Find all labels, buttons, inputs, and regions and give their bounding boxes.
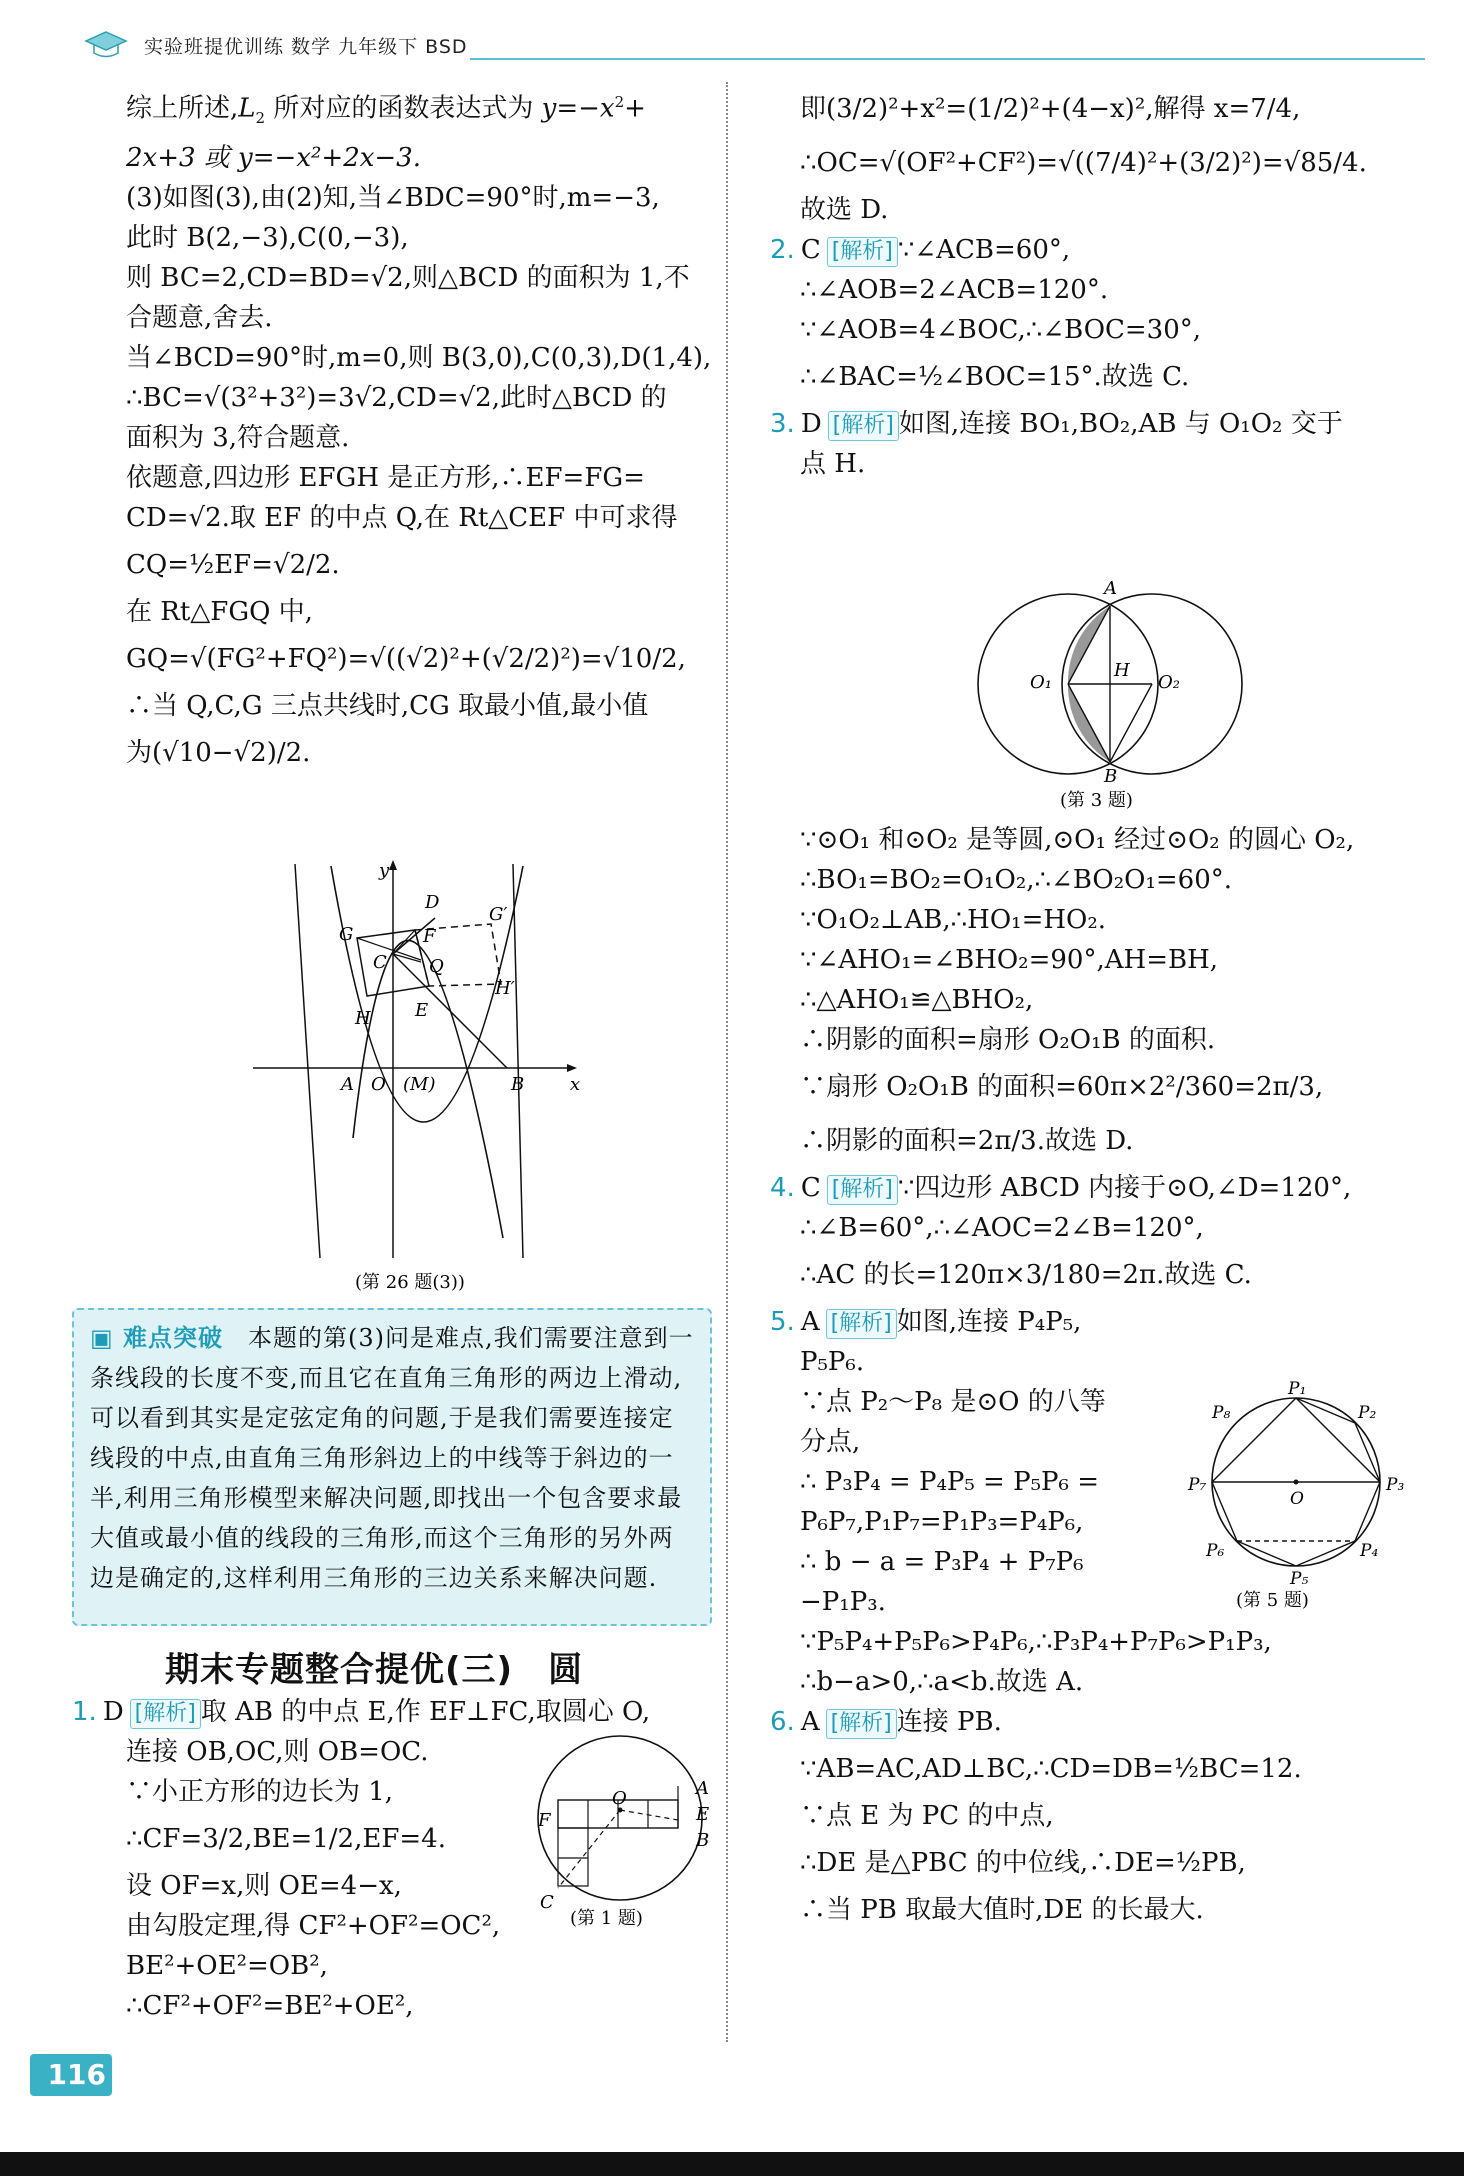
fig26-label: G′ bbox=[489, 904, 508, 925]
fig1-caption: (第 1 题) bbox=[570, 1908, 643, 1929]
text-line: ∵⊙O₁ 和⊙O₂ 是等圆,⊙O₁ 经过⊙O₂ 的圆心 O₂, bbox=[800, 825, 1355, 855]
text-line: ∴CF=3/2,BE=1/2,EF=4. bbox=[126, 1824, 446, 1854]
text-line: CQ=½EF=√2/2. bbox=[126, 549, 340, 580]
text-line: ∵P₅P₄+P₅P₆>P₄P₆,∴P₃P₄+P₇P₆>P₁P₃, bbox=[800, 1627, 1272, 1657]
text-line: 即(3/2)²+x²=(1/2)²+(4−x)²,解得 x=7/4, bbox=[800, 94, 1301, 124]
page-number-badge: 116 bbox=[30, 2054, 112, 2096]
fig26-label: x bbox=[570, 1074, 581, 1095]
fig26-label: A bbox=[341, 1074, 354, 1095]
figure-26-parabola-diagram bbox=[245, 858, 605, 1294]
text-line: 为(√10−√2)/2. bbox=[126, 737, 311, 768]
text-line: P₆P₇,P₁P₇=P₁P₃=P₄P₆, bbox=[800, 1507, 1084, 1537]
fig26-label: O bbox=[371, 1074, 386, 1095]
fig3-label: O₁ bbox=[1030, 672, 1052, 693]
text-line: ∴DE 是△PBC 的中位线,∴DE=½PB, bbox=[800, 1848, 1246, 1878]
fig1-label: B bbox=[696, 1830, 710, 1851]
section-title: 期末专题整合提优(三) 圆 bbox=[165, 1650, 584, 1690]
question-2: 2. C [解析] ∵∠ACB=60°, ∴∠AOB=2∠ACB=120°. ∵∠AOB=4∠BOC,∴∠BOC=30°, ∴∠BAC=½∠BOC=15°.故选 C. bbox=[770, 230, 1400, 404]
analysis-tag: [解析] bbox=[828, 411, 899, 441]
fig26-label: G bbox=[339, 924, 354, 945]
text-line: ∵∠AHO₁=∠BHO₂=90°,AH=BH, bbox=[800, 945, 1219, 975]
analysis-tag: [解析] bbox=[130, 1699, 201, 1729]
analysis-tag: [解析] bbox=[827, 237, 898, 267]
tips-body: 本题的第(3)问是难点,我们需要注意到一条线段的长度不变,而且它在直角三角形的两边上滑动,可以看到其实是定弦定角的问题,于是我们需要连接定线段的中点,由直角三角形斜边上的中线等于斜边的一半,利用三角形模型来解决问题,即找出一个包含要求最大值或最小值的线段的三角形,而这个三角形的另外两边是确定的,这样利用三角形的三边关系来解决问题. bbox=[90, 1324, 694, 1592]
fig1-label: F bbox=[538, 1810, 551, 1831]
text-line: 当∠BCD=90°时,m=0,则 B(3,0),C(0,3),D(1,4), bbox=[126, 342, 712, 373]
text-line: ∴OC=√(OF²+CF²)=√((7/4)²+(3/2)²)=√85/4. bbox=[800, 148, 1367, 178]
fig26-label: H′ bbox=[495, 978, 515, 999]
fig5-label: P₆ bbox=[1206, 1541, 1225, 1561]
text-line: (3)如图(3),由(2)知,当∠BDC=90°时,m=−3, bbox=[126, 182, 660, 213]
text-line: 故选 D. bbox=[800, 195, 889, 225]
text-line: ∴∠AOB=2∠ACB=120°. bbox=[800, 275, 1109, 305]
fig5-label: P₈ bbox=[1212, 1403, 1231, 1423]
fig3-label: A bbox=[1104, 578, 1117, 599]
fig1-label: C bbox=[540, 1892, 554, 1913]
difficulty-tips-box bbox=[72, 1308, 712, 1626]
fig5-caption: (第 5 题) bbox=[1236, 1590, 1309, 1611]
text-line: ∵点 E 为 PC 的中点, bbox=[800, 1801, 1054, 1831]
question-4: 4. C [解析] ∵四边形 ABCD 内接于⊙O,∠D=120°, ∴∠B=60°,∴∠AOC=2∠B=120°, ∴AC 的长=120π×3/180=2π.故选 C. bbox=[770, 1168, 1420, 1302]
analysis-tag: [解析] bbox=[826, 1309, 897, 1339]
fig26-label: F bbox=[423, 926, 436, 947]
text-line: ∴BC=√(3²+3²)=3√2,CD=√2,此时△BCD 的 bbox=[126, 382, 667, 413]
text-line: 依题意,四边形 EFGH 是正方形,∴EF=FG= bbox=[126, 462, 645, 493]
text-line: 在 Rt△FGQ 中, bbox=[126, 596, 313, 627]
text-line: ∴BO₁=BO₂=O₁O₂,∴∠BO₂O₁=60°. bbox=[800, 865, 1233, 895]
question-6: 6. A [解析] 连接 PB. ∵AB=AC,AD⊥BC,∴CD=DB=½BC=12. ∵点 E 为 PC 的中点, ∴DE 是△PBC 的中位线,∴DE=½PB, ∴当 PB 取最大值时,DE 的长最大. bbox=[770, 1702, 1420, 1930]
text-line: 面积为 3,符合题意. bbox=[126, 422, 350, 453]
text-line: 综上所述$,L_2$ 所对应的函数表达式为 $y=-x^2+$ bbox=[126, 93, 646, 127]
text-line: 连接 OB,OC,则 OB=OC. bbox=[126, 1737, 429, 1767]
text-line: ∵点 P₂～P₈ 是⊙O 的八等 bbox=[800, 1387, 1106, 1417]
text-line: ∵扇形 O₂O₁B 的面积=60π×2²/360=2π/3, bbox=[800, 1072, 1324, 1102]
text-line: GQ=√(FG²+FQ²)=√((√2)²+(√2/2)²)=√10/2, bbox=[126, 643, 686, 674]
fig1-label: O bbox=[612, 1788, 627, 1809]
answer-letter: D bbox=[102, 1697, 124, 1727]
answer-letter: A bbox=[800, 1307, 820, 1337]
header-title: 实验班提优训练 数学 九年级下 BSD bbox=[144, 36, 468, 58]
text-line: ∵AB=AC,AD⊥BC,∴CD=DB=½BC=12. bbox=[800, 1754, 1302, 1784]
fig5-label: P₂ bbox=[1358, 1403, 1377, 1423]
page-header bbox=[0, 0, 1464, 70]
text-line: 由勾股定理,得 CF²+OF²=OC², bbox=[126, 1911, 501, 1941]
fig5-label: P₁ bbox=[1288, 1379, 1307, 1399]
text-line: 则 BC=2,CD=BD=√2,则△BCD 的面积为 1,不 bbox=[126, 262, 690, 293]
text-line: 合题意,舍去. bbox=[126, 302, 273, 333]
fig3-caption: (第 3 题) bbox=[1060, 790, 1133, 811]
text-line: ∴阴影的面积=扇形 O₂O₁B 的面积. bbox=[800, 1025, 1216, 1055]
fig26-label: B bbox=[511, 1074, 525, 1095]
text-line: ∴b−a>0,∴a<b.故选 A. bbox=[800, 1667, 1084, 1697]
fig26-label: E bbox=[415, 1000, 429, 1021]
text-line: ∵小正方形的边长为 1, bbox=[126, 1777, 394, 1807]
text-line: 设 OF=x,则 OE=4−x, bbox=[126, 1871, 402, 1901]
fig3-label: H bbox=[1114, 660, 1130, 681]
text-line: ∴∠B=60°,∴∠AOC=2∠B=120°, bbox=[800, 1213, 1204, 1243]
fig3-label: B bbox=[1104, 766, 1118, 787]
text-line: CD=√2.取 EF 的中点 Q,在 Rt△CEF 中可求得 bbox=[126, 502, 678, 533]
fig26-label: (M) bbox=[403, 1074, 436, 1095]
fig26-label: C bbox=[373, 952, 387, 973]
fig3-label: O₂ bbox=[1158, 672, 1180, 693]
text-line: ∴当 PB 取最大值时,DE 的长最大. bbox=[800, 1895, 1204, 1925]
text-line: ∴阴影的面积=2π/3.故选 D. bbox=[800, 1126, 1134, 1156]
text-line: 点 H. bbox=[800, 449, 866, 479]
text-line: ∴CF²+OF²=BE²+OE², bbox=[126, 1991, 414, 2021]
header-rule bbox=[470, 58, 1425, 60]
text-line: ∴AC 的长=120π×3/180=2π.故选 C. bbox=[800, 1260, 1252, 1290]
fig26-label: Q bbox=[429, 956, 444, 977]
footer-bar bbox=[0, 2152, 1464, 2176]
text-line: ∴ b − a = P₃P₄ + P₇P₆ bbox=[800, 1547, 1084, 1577]
text-line: ∴∠BAC=½∠BOC=15°.故选 C. bbox=[800, 362, 1190, 392]
answer-letter: C bbox=[800, 1173, 821, 1203]
figure-3-two-circles bbox=[970, 572, 1250, 812]
fig5-label: P₇ bbox=[1188, 1475, 1207, 1495]
question-1: 1. D [解析] 取 AB 的中点 E,作 EF⊥FC,取圆心 O, 连接 OB,OC,则 OB=OC. ∵小正方形的边长为 1, ∴CF=3/2,BE=1/2,EF=4. 设 OF=x,则 OE=4−x, 由勾股定理,得 CF²+OF²=OC², BE²+OE²=OB², ∴CF²+OF²=BE²+OE², bbox=[72, 1692, 712, 2026]
fig5-label: O bbox=[1290, 1489, 1304, 1509]
text-line: ∴当 Q,C,G 三点共线时,CG 取最小值,最小值 bbox=[126, 690, 649, 721]
text-line: ∵∠AOB=4∠BOC,∴∠BOC=30°, bbox=[800, 315, 1202, 345]
question-5: 5. A [解析] 如图,连接 P₄P₅, P₅P₆. ∵点 P₂～P₈ 是⊙O 的八等 分点, ∴ P₃P₄ = P₄P₅ = P₅P₆ = P₆P₇,P₁P₇=P₁P₃=P₄P₆, ∴ b − a = P₃P₄ + P₇P₆ −P₁P₃. ∵P₅P₄+P₅P₆>P₄P₆,∴P₃P₄+P₇P₆>P₁P₃, ∴b−a>0,∴a<b.故选 A. bbox=[770, 1302, 1420, 1702]
fig1-label: E bbox=[696, 1804, 710, 1825]
text-line: ∴ P₃P₄ = P₄P₅ = P₅P₆ = bbox=[800, 1467, 1099, 1497]
fig5-label: P₅ bbox=[1290, 1569, 1309, 1589]
figure-5-octagon-circle bbox=[1188, 1378, 1420, 1611]
question-number: 5. bbox=[770, 1307, 795, 1337]
text-line: 此时 B(2,−3),C(0,−3), bbox=[126, 222, 409, 253]
analysis-tag: [解析] bbox=[827, 1175, 898, 1205]
question-number: 6. bbox=[770, 1707, 795, 1737]
fig26-label: H bbox=[355, 1008, 371, 1029]
fig26-caption: (第 26 题(3)) bbox=[355, 1272, 465, 1293]
answer-letter: A bbox=[800, 1707, 820, 1737]
text-line: BE²+OE²=OB², bbox=[126, 1951, 328, 1981]
fig5-label: P₃ bbox=[1386, 1475, 1405, 1495]
text-line: 分点, bbox=[800, 1427, 861, 1457]
answer-letter: C bbox=[800, 235, 821, 265]
question-3-body bbox=[770, 820, 1420, 1930]
left-column bbox=[126, 82, 726, 780]
question-3: 3. D [解析] 如图,连接 BO₁,BO₂,AB 与 O₁O₂ 交于 点 H. bbox=[770, 404, 1400, 484]
question-number: 1. bbox=[72, 1697, 97, 1727]
question-number: 3. bbox=[770, 409, 795, 439]
fig26-label: D bbox=[425, 892, 440, 913]
fig1-label: A bbox=[696, 1778, 709, 1799]
analysis-tag: [解析] bbox=[826, 1709, 897, 1739]
question-number: 2. bbox=[770, 235, 795, 265]
right-column bbox=[770, 82, 1400, 484]
fig26-label: y bbox=[379, 860, 390, 881]
answer-letter: D bbox=[800, 409, 822, 439]
text-line: 2x+3 或 y=−x²+2x−3. bbox=[126, 142, 421, 173]
text-line: P₅P₆. bbox=[800, 1347, 865, 1377]
question-number: 4. bbox=[770, 1173, 795, 1203]
figure-1-circle-squares bbox=[528, 1728, 728, 1928]
tips-heading: ▣ 难点突破 bbox=[90, 1324, 224, 1352]
text-line: −P₁P₃. bbox=[800, 1587, 886, 1617]
fig5-label: P₄ bbox=[1360, 1541, 1379, 1561]
text-line: ∵O₁O₂⊥AB,∴HO₁=HO₂. bbox=[800, 905, 1107, 935]
text-line: ∴△AHO₁≌△BHO₂, bbox=[800, 985, 1034, 1015]
graduation-cap-icon bbox=[84, 30, 128, 60]
